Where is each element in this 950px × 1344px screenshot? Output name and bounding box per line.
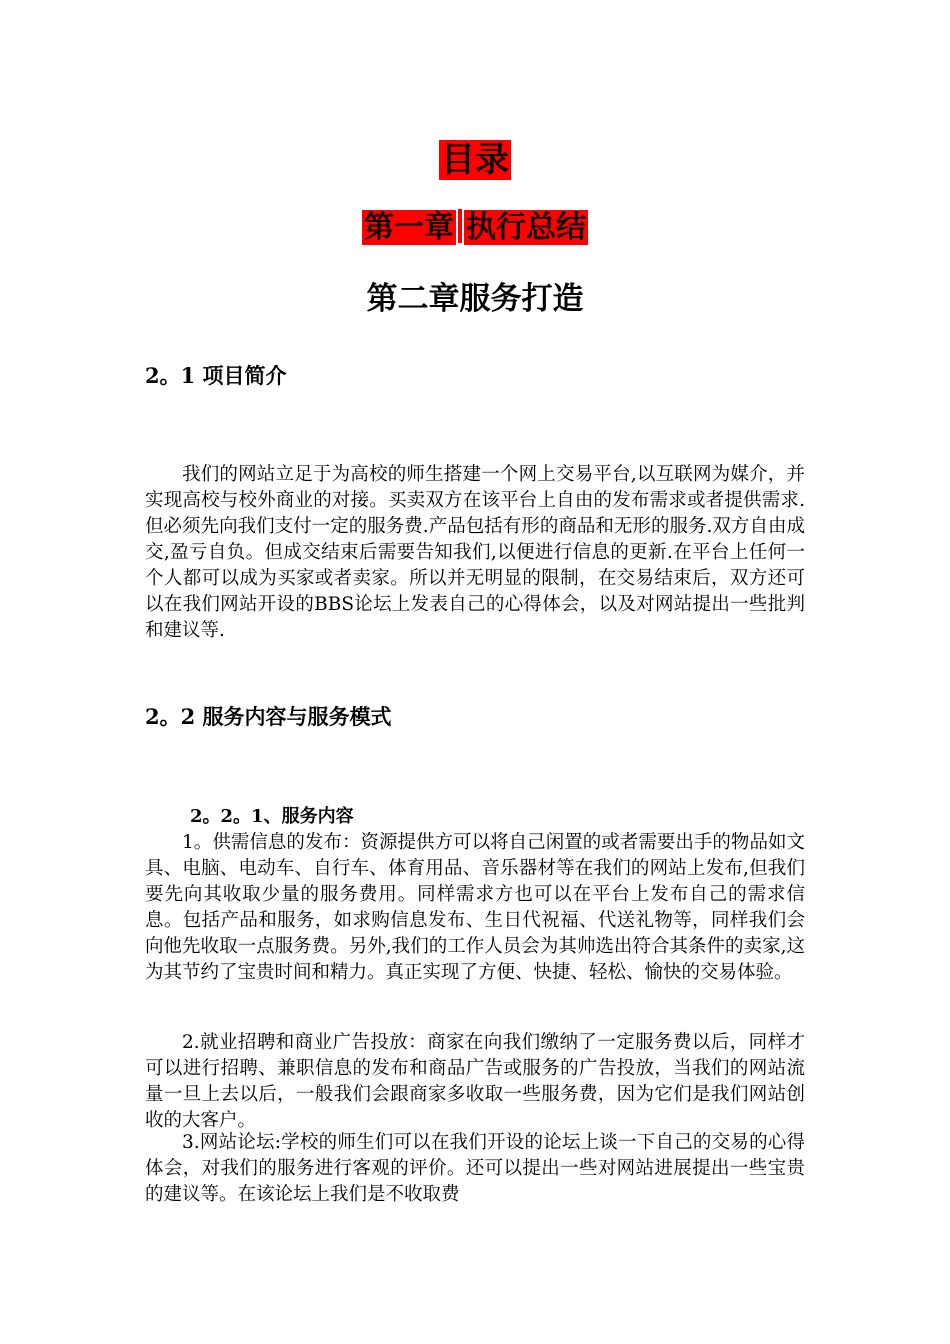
service-item-3-paragraph: 3.网站论坛:学校的师生们可以在我们开设的论坛上谈一下自己的交易的心得体会，对我们的服务进行客观的评价。还可以提出一些对网站进展提出一些宝贵的建议等。在该论坛上我们是不收取费 bbox=[145, 1132, 805, 1205]
service-item-2-paragraph: 2.就业招聘和商业广告投放：商家在向我们缴纳了一定服务费以后，同样才可以进行招聘、兼职信息的发布和商品广告或服务的广告投放，当我们的网站流量一旦上去以后，一般我们会跟商家多收取一些服务费，因为它们是我们网站创收的大客户。 bbox=[145, 1032, 805, 1131]
chapter-1-number: 第一章 bbox=[364, 210, 454, 245]
toc-title-text: 目录 bbox=[441, 140, 509, 180]
section-2-1-heading: 2。1 项目简介 bbox=[145, 363, 287, 388]
section-2-2-heading: 2。2 服务内容与服务模式 bbox=[145, 704, 392, 729]
chapter-1-heading bbox=[0, 206, 950, 250]
chapter-1-separator bbox=[458, 209, 462, 243]
chapter-1-title: 执行总结 bbox=[466, 210, 586, 245]
toc-title bbox=[0, 138, 950, 182]
chapter-2-heading: 第二章服务打造 bbox=[366, 281, 584, 317]
section-2-2-1-heading: 2。2。1、服务内容 bbox=[190, 806, 354, 827]
project-intro-paragraph: 我们的网站立足于为高校的师生搭建一个网上交易平台,以互联网为媒介，并实现高校与校外商业的对接。买卖双方在该平台上自由的发布需求或者提供需求.但必须先向我们支付一定的服务费.产品包括有形的商品和无形的服务.双方自由成交,盈亏自负。但成交结束后需要告知我们,以便进行信息的更新.在平台上任何一个人都可以成为买家或者卖家。所以并无明显的限制，在交易结束后，双方还可以在我们网站开设的BBS论坛上发表自己的心得体会，以及对网站提出一些批判和建议等. bbox=[145, 464, 805, 641]
service-item-1-paragraph: 1。供需信息的发布：资源提供方可以将自己闲置的或者需要出手的物品如文具、电脑、电动车、自行车、体育用品、音乐器材等在我们的网站上发布,但我们要先向其收取少量的服务费用。同样需求方也可以在平台上发布自己的需求信息。包括产品和服务，如求购信息发布、生日代祝福、代送礼物等，同样我们会向他先收取一点服务费。另外,我们的工作人员会为其帅选出符合其条件的卖家,这为其节约了宝贵时间和精力。真正实现了方便、快捷、轻松、愉快的交易体验。 bbox=[145, 832, 805, 983]
